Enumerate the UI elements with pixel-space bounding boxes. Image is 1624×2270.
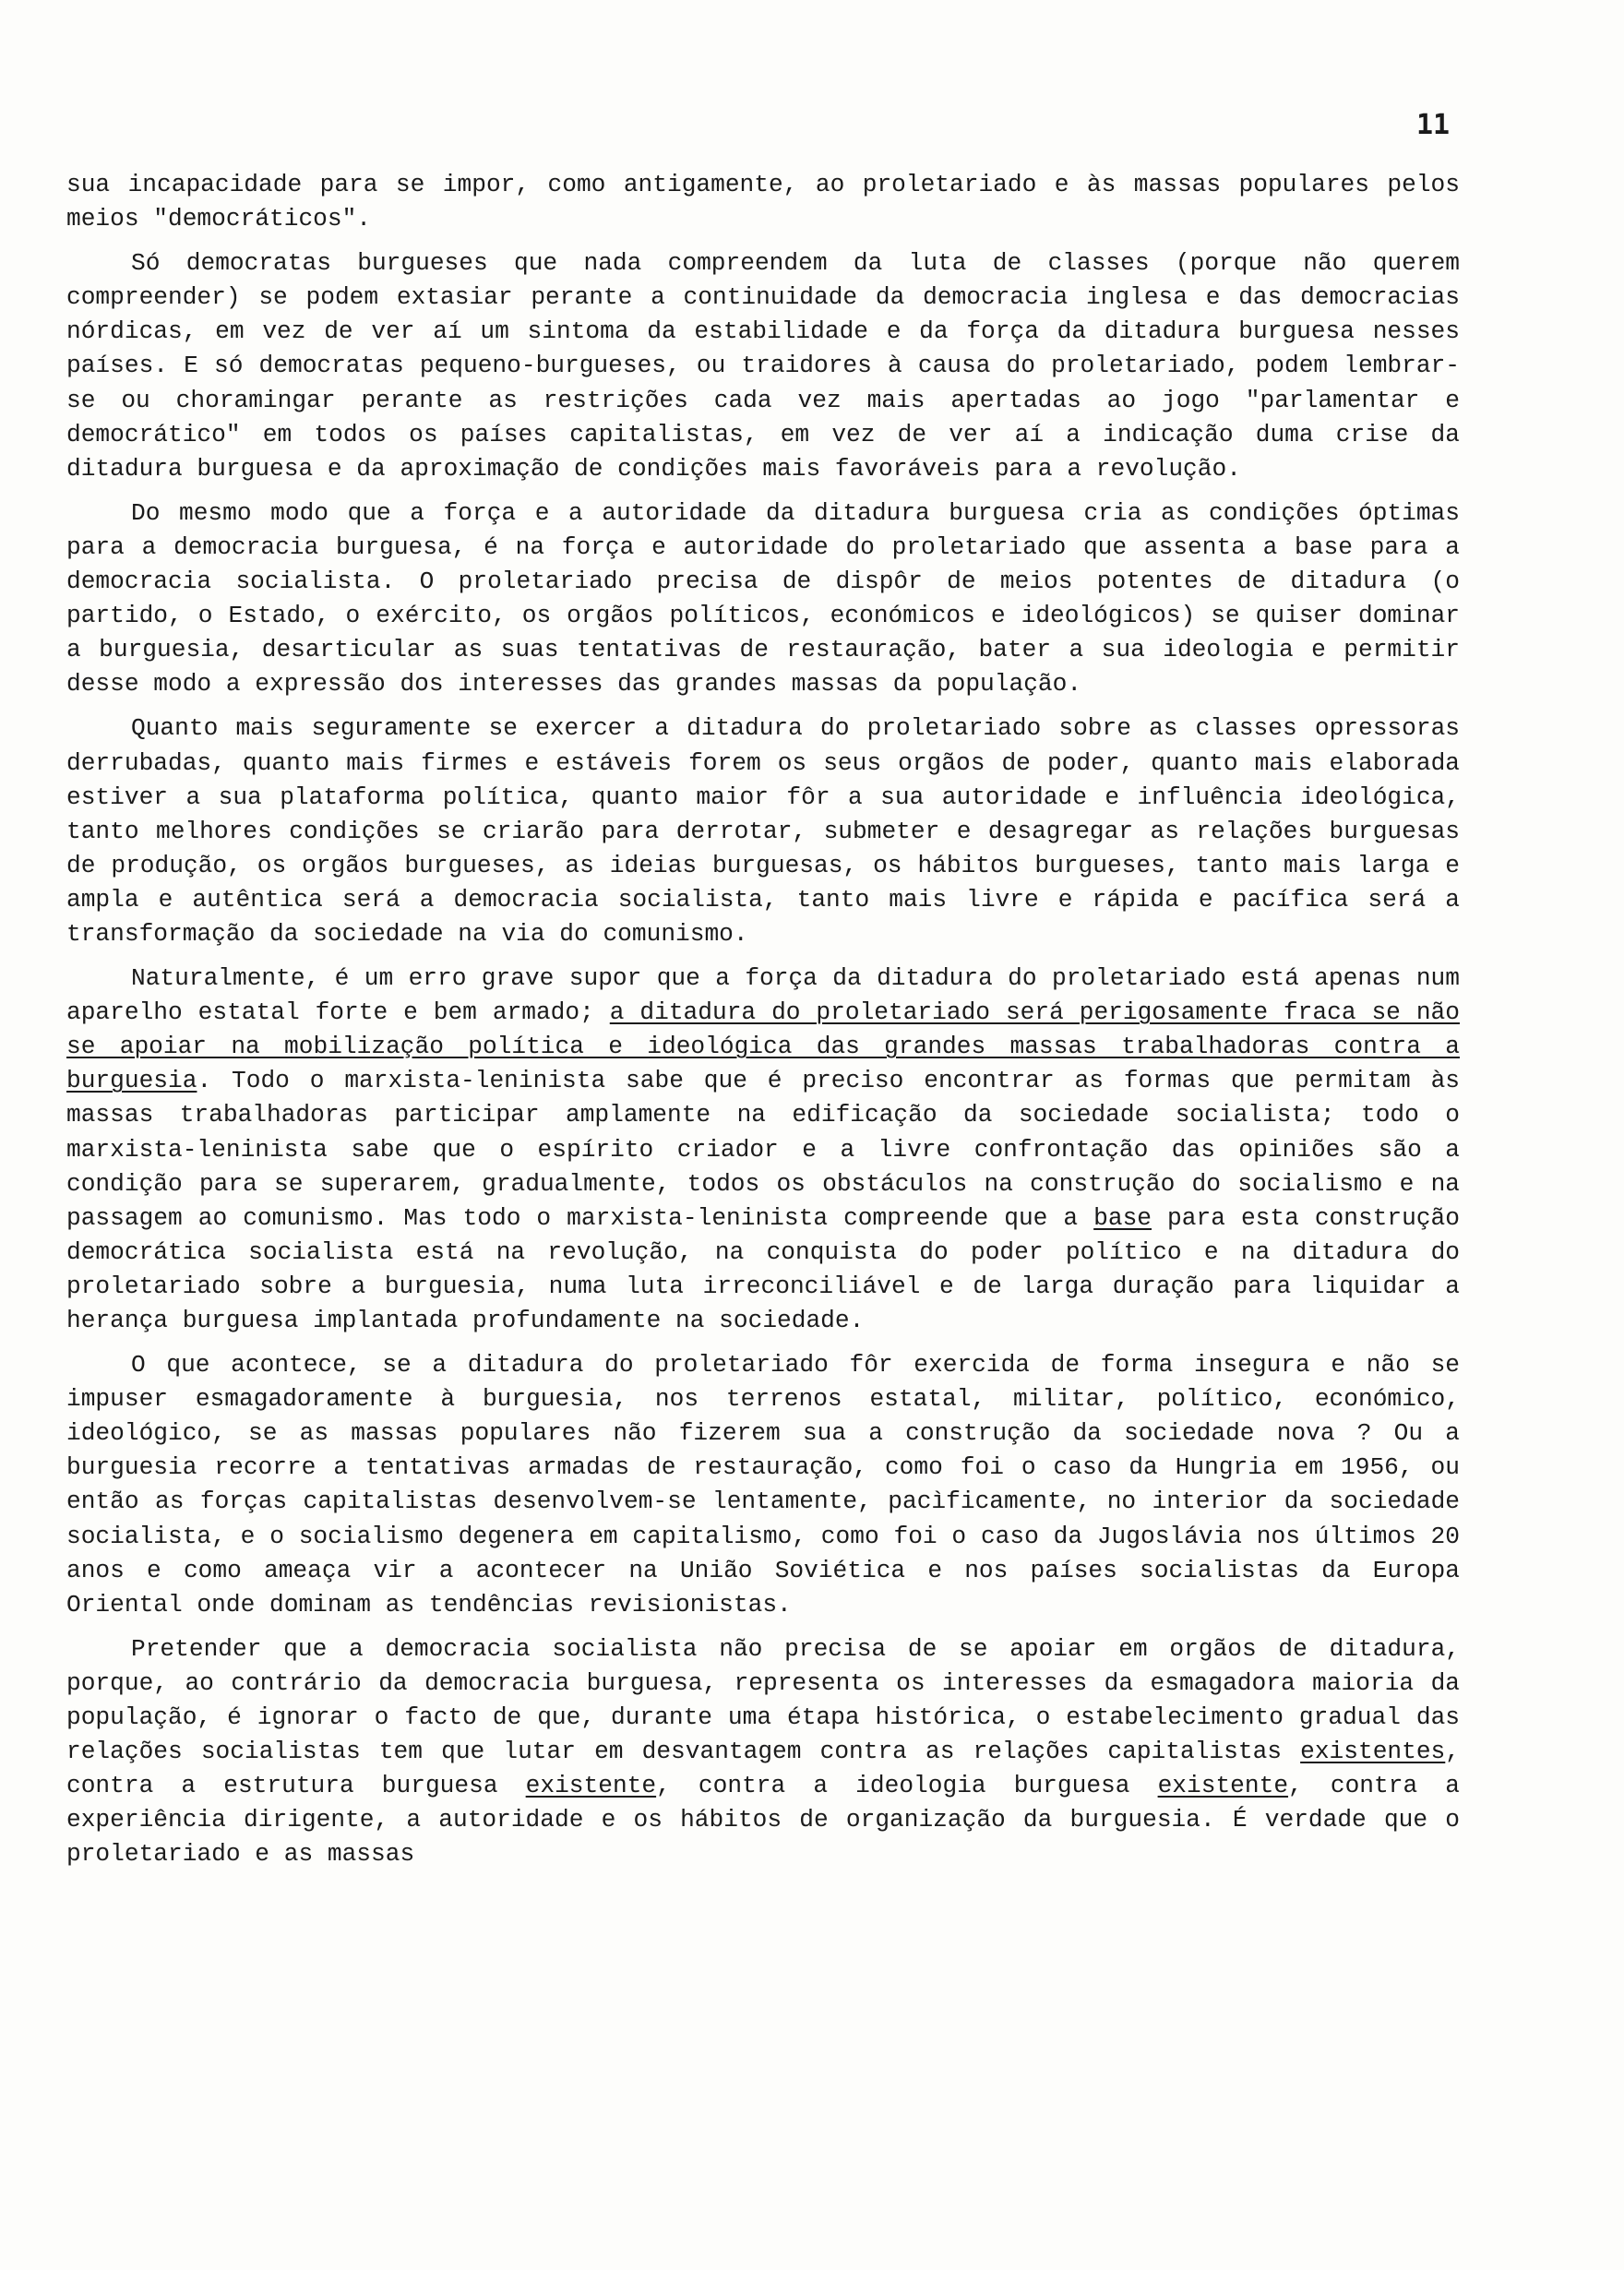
document-body <box>66 168 1460 1882</box>
paragraph-5-text-end: para esta construção democrática socialista está na revolução, na conquista do poder político e na ditadura do proletariado sobre a burguesia, numa luta irreconciliável e de larga duração para liquidar a herança burguesa implantada profundamente na sociedade. <box>66 1203 1460 1334</box>
paragraph-7-text-m1: , contra a estrutura burguesa <box>66 1738 1460 1800</box>
underlined-word-existentes: existentes <box>1300 1738 1446 1766</box>
underlined-word-existente-2: existente <box>1157 1772 1289 1800</box>
paragraph-5-text-middle: . Todo o marxista-leninista sabe que é preciso encontrar as formas que permitam às massas trabalhadoras participar amplamente na edificação da sociedade socialista; todo o marxista-leninista sabe que o espírito criador e a livre confrontação das opiniões são a condição para se superarem, gradualmente, todos os obstáculos na construção do socialismo e na passagem ao comunismo. Mas todo o marxista-leninista compreende que a <box>66 1067 1460 1232</box>
paragraph-5 <box>66 962 1460 1338</box>
paragraph-5-text-start: Naturalmente, é um erro grave supor que a força da ditadura do proletariado está apenas num aparelho estatal forte e bem armado; <box>66 964 1460 1027</box>
paragraph-2: Só democratas burgueses que nada compreendem da luta de classes (porque não querem compreender) se podem extasiar perante a continuidade da democracia inglesa e das democracias nórdicas, em vez de ver aí um sintoma da estabilidade e da força da ditadura burguesa nesses países. E só democratas pequeno-burgueses, ou traidores à causa do proletariado, podem lembrar-se ou choramingar perante as restrições cada vez mais apertadas ao jogo "parlamentar e democrático" em todos os países capitalistas, em vez de ver aí a indicação duma crise da ditadura burguesa e da aproximação de condições mais favoráveis para a revolução. <box>66 249 1460 483</box>
paragraph-1: sua incapacidade para se impor, como antigamente, ao proletariado e às massas populares pelos meios "democráticos". <box>66 171 1460 233</box>
page-number: 11 <box>1416 109 1451 141</box>
underlined-emphasis: a ditadura do proletariado será perigosamente fraca se não se apoiar na mobilização política e ideológica das grandes massas trabalhadoras contra a burguesia <box>66 998 1460 1095</box>
paragraph-7-text-m2: , contra a ideologia burguesa <box>656 1772 1158 1800</box>
paragraph-7 <box>66 1632 1460 1872</box>
paragraph-6: O que acontece, se a ditadura do proletariado fôr exercida de forma insegura e não se impuser esmagadoramente à burguesia, nos terrenos estatal, militar, político, económico, ideológico, se as massas populares não fizerem sua a construção da sociedade nova ? Ou a burguesia recorre a tentativas armadas de restauração, como foi o caso da Hungria em 1956, ou então as forças capitalistas desenvolvem-se lentamente, pacìficamente, no interior da sociedade socialista, e o socialismo degenera em capitalismo, como foi o caso da Jugoslávia nos últimos 20 anos e como ameaça vir a acontecer na União Soviética e nos países socialistas da Europa Oriental onde dominam as tendências revisionistas. <box>66 1351 1460 1619</box>
paragraph-7-text-start: Pretender que a democracia socialista não precisa de se apoiar em orgãos de ditadura, porque, ao contrário da democracia burguesa, representa os interesses da esmagadora maioria da população, é ignorar o facto de que, durante uma étapa histórica, o estabelecimento gradual das relações socialistas tem que lutar em desvantagem contra as relações capitalistas <box>66 1634 1460 1766</box>
paragraph-7-text-end: , contra a experiência dirigente, a autoridade e os hábitos de organização da burguesia. É verdade que o proletariado e as massas <box>66 1772 1460 1869</box>
paragraph-3: Do mesmo modo que a força e a autoridade da ditadura burguesa cria as condições óptimas para a democracia burguesa, é na força e autoridade do proletariado que assenta a base para a democracia socialista. O proletariado precisa de dispôr de meios potentes de ditadura (o partido, o Estado, o exército, os orgãos políticos, económicos e ideológicos) se quiser dominar a burguesia, desarticular as suas tentativas de restauração, bater a sua ideologia e permitir desse modo a expressão dos interesses das grandes massas da população. <box>66 498 1460 699</box>
underlined-word-base: base <box>1093 1203 1152 1232</box>
underlined-word-existente-1: existente <box>525 1772 657 1800</box>
paragraph-4: Quanto mais seguramente se exercer a ditadura do proletariado sobre as classes opressoras derrubadas, quanto mais firmes e estáveis forem os seus orgãos de poder, quanto mais elaborada estiver a sua plataforma política, quanto maior fôr a sua autoridade e influência ideológica, tanto melhores condições se criarão para derrotar, submeter e desagregar as relações burguesas de produção, os orgãos burgueses, as ideias burguesas, os hábitos burgueses, tanto mais larga e ampla e autêntica será a democracia socialista, tanto mais livre e rápida e pacífica será a transformação da sociedade na via do comunismo. <box>66 714 1460 948</box>
